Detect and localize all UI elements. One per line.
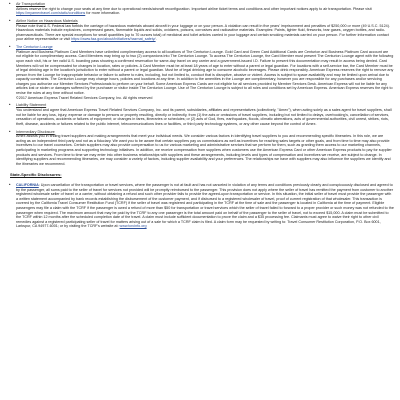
section-heading-hazardous-materials: Airline Notice on Hazardous Materials bbox=[16, 18, 78, 23]
list-item bbox=[6, 183, 394, 229]
bullet-icon: • bbox=[9, 44, 11, 50]
bullet-icon: • bbox=[9, 128, 11, 134]
paragraph-hazardous-materials bbox=[16, 24, 394, 42]
centurion-lounge-link[interactable]: The Centurion Lounge bbox=[16, 45, 53, 50]
paragraph-intermediary: Amex assists you in finding travel suppliers and making arrangements that meet your individual needs. We consider various factors in identifying travel suppliers to you and recommending specific itineraries. In this role, we are acting as an independent third party and not as a fiduciary. We want you to be aware that certain suppliers pay us commissions as well as incentives for reaching sales targets or other goals, and from time to time may also provide incentives to our travel counselors. Certain suppliers may also provide compensation to us for various marketing and administrative services that we perform for them, such as granting them access to our marketing channels, participating in marketing programs and supporting technology initiatives. In addition, we receive compensation from suppliers when customers use the American Express Card or other American Express products to pay for supplier products and services. From time to time we may enter into other business relationships with suppliers and these arrangements, including levels and types of compensation and incentives we receive, are subject to change. In identifying suppliers and recommending itineraries, we may consider a variety of factors, including supplier availability and your preferences. The relationships we have with suppliers may also influence the suppliers we identify and the itineraries we recommend. bbox=[16, 134, 392, 166]
bullet-icon: • bbox=[9, 181, 11, 187]
section-heading-air-transportation: Air Transportation bbox=[16, 2, 46, 6]
paragraph-california bbox=[16, 183, 394, 229]
california-link[interactable]: CALIFORNIA bbox=[16, 182, 39, 187]
list-item bbox=[6, 2, 394, 16]
list-item bbox=[6, 45, 394, 100]
paragraph-centurion-lounge: Platinum and Business Platinum Card Members have unlimited complimentary access to all locations of The Centurion Lounge. Gold Card and Green Card Additional Cards are Centurion and Business Platinum Card account are not eligible for complimentary access. Card Members may bring up to two (2) companions into The Centurion Lounge. To access The Centurion Lounge, the Card Member must present The Centurion Lounge agent with the following upon each visit, his or her valid U.S. boarding pass showing a confirmed reservation for same-day travel on any carrier and a government-issued I.D. Failure to present this documentation may result in access being denied. Card Members will not be compensated for changes in location, rates or policies. A Card Member must be at least 18 years of age to enter without a parent or legal guardian. For locations with a self-service bar, the Card Member must be of legal drinking age in the location's jurisdiction to enter without a parent or legal guardian. Must be of legal drinking age to consume alcoholic beverages. Please drink responsibly. American Express reserves the right to remove any person from the Lounge for inappropriate behavior or failure to adhere to rules, including, but not limited to, conduct that is disruptive, abusive or violent. Access is subject to space availability and may be limited upon arrival due to capacity constraints. The Centurion Lounge may change hours, policies and locations at any time. In addition to the amenities in the Lounge are complimentary, however you are responsible for any purchases and/or servicing charges you authorize our Member Services Professionals to perform on your behalf. Some American Express Cards are not eligible for all services provided by Member Services Desk. American Express will not be liable for any articles lost or stolen or damages suffered by the purchaser or visitor inside The Centurion Lounge. Use of The Centurion Lounge is subject to all rules and conditions set by American Express. American Express reserves the right to revise the rules at any time without notice. bbox=[16, 49, 394, 96]
paragraph-text: Airlines reserve the right to change your seats at any time due to operational needs/aircraft reconfiguration. Important airline ticket terms and conditions and other important notices apply to air transportation. Please visit bbox=[16, 6, 372, 11]
bullet-icon: • bbox=[9, 17, 11, 23]
copyright-notice: ©2017 American Express Travel Related Services Company, Inc. All rights reserved bbox=[16, 95, 153, 100]
conditions-link[interactable]: https://myamextravel.com/static/conditions bbox=[16, 11, 86, 16]
faa-hazmat-link[interactable]: https://www.faa.gov/about/initiatives/hazmat_safety/ bbox=[71, 37, 156, 42]
paragraph-air-transportation bbox=[16, 7, 394, 16]
state-disclosures-title: State-Specific Disclosures: bbox=[10, 172, 62, 178]
paragraph-text: Please note that U.S. Federal law forbids the carriage of hazardous materials aboard aircraft in your luggage or on your person. A violation can result in five years' imprisonment and penalties of $250,000 or more (49 U.S.C. 5124). Hazardous materials include explosives, compressed gases, flammable liquids and solids, oxidizers, poisons, corrosives and radioactive materials. Examples: Paints, lighter fluid, fireworks, tear gases, oxygen bottles, and radio-pharmaceuticals. There are special exceptions for small quantities (up to 70 ounces total) of medicinal and toilet articles carried in your luggage and certain smoking materials carried on your person. For further information contact your airline representative or visit bbox=[16, 23, 390, 42]
tcrc-link[interactable]: www.tcrcinfo.org bbox=[119, 224, 147, 229]
list-item bbox=[6, 130, 394, 167]
paragraph-text-after: for more information. bbox=[85, 11, 121, 16]
section-heading-intermediary: Intermediary Disclosure bbox=[16, 129, 55, 134]
bullet-icon: • bbox=[9, 1, 11, 6]
bullet-icon: • bbox=[9, 102, 11, 108]
list-item bbox=[6, 19, 394, 42]
paragraph-liability: You understand and agree that American Express Travel Related Services Company, Inc. and its parent, subsidiaries, affiliates and representatives (collectively, "Amex"), when acting solely as a sales agent for travel suppliers, shall not be liable for any loss, injury, expense or damage to persons or property resulting, directly or indirectly, from (1) the acts or omissions of travel suppliers, including but not limited to delays, overbooking's, cancellation of services, cessation of operations, accidents or failures of equipment; or changes in fares, itineraries or schedules; or (2) acts of God, fires, earthquakes, floods, climatic aberrations, acts of governmental authorities, civil unrest, strikes, riots, theft, disease, accidents or failures related to the public internet, telecommunications lines or facilities, or third party technology systems, or any other cause beyond the control of Amex. bbox=[16, 108, 392, 126]
paragraph-text-after: . bbox=[155, 37, 157, 42]
section-heading-liability: Liability Statement bbox=[16, 103, 47, 108]
paragraph-text: : Upon cancellation of the transportation or travel services, where the passenger is not at fault and has not canceled in violation of any terms and conditions previously clearly and conspicuously disclosed and agreed to by the passenger, all sums paid to the seller of travel for services not provided will be promptly reimbursed to the passenger. This provision does not apply where the seller of travel has remitted the payment from customer to another registered wholesale seller of travel or a carrier, without obtaining a refund and such other provider fails to provide the agreed-upon transportation or service. In this situation, the initial seller of travel must provide the passenger with a written statement accompanied by bank records establishing the disbursement of the customer payment, and if disbursed to a registered wholesaler of travel, proof of current registration of that wholesaler. This transaction is covered by the California Travel Consumer Restitution Fund (TCRF) if the seller of travel was registered and participating in the TCRF at the time of sale and the passenger is located in California at the time of payment. Eligible passengers may file a claim with the TCRF if the passenger is owed a refund of more than $50 for transportation or travel services which the seller of travel failed to forward to a proper provider or such money was not refunded to the passenger when required. The maximum amount that may be paid by the TCRF to any one passenger is the total amount paid on behalf of the passenger to the seller of travel, not to exceed $15,000. A claim must be submitted to the TCRF within 12 months after the scheduled completion date of the travel. A claim must include sufficient documentation to prove the claim and a $35 processing fee. Claimants must agree to waive their right to other civil remedies against a registered participating seller of travel for matters arising out of a sale for which a TCRF claim is filed. A claim form may be requested by writing to: Travel Consumer Restitution Corporation, P.O. Box 6001, Larkspur, CA 94977-6001; or by visiting the TCRF's website at: bbox=[16, 182, 394, 229]
list-item bbox=[6, 103, 394, 126]
